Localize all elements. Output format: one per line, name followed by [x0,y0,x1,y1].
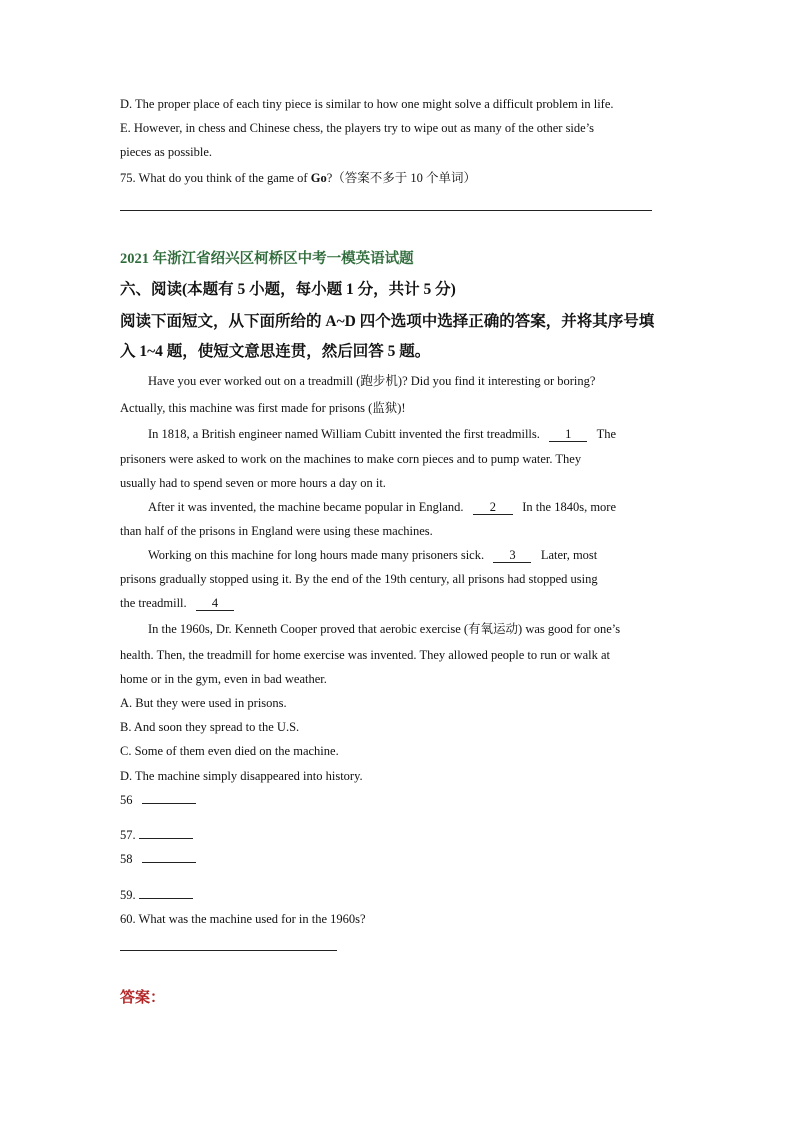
p2-text: In 1818, a British engineer named William Cubitt invented the first treadmills. [148,427,540,441]
p4-end: Later, most [540,548,598,562]
p4-text: Working on this machine for long hours made many prisoners sick. [148,548,485,562]
question-58 [120,851,196,867]
option-e-prev: E. However, in chess and Chinese chess, the players try to wipe out as many of the other side’s [120,121,595,135]
question-57 [120,827,193,843]
answer-line-60[interactable] [120,950,337,951]
blank-1[interactable]: 1 [549,428,587,442]
option-c: C. Some of them even died on the machine. [120,744,339,758]
passage-p2-line2: prisoners were asked to work on the machines to make corn pieces and to pump water. They [120,452,582,466]
passage-p5-line2: health. Then, the treadmill for home exercise was invented. They allowed people to run or walk at [120,648,611,662]
section-instruction-2: 入 1~4 题，使短文意思连贯，然后回答 5 题。 [120,343,431,360]
answer-blank-56[interactable] [142,803,196,804]
option-e-prev-cont: pieces as possible. [120,145,212,159]
answer-blank-58[interactable] [142,862,196,863]
question-59 [120,887,193,903]
answer-label: 答案： [120,990,166,1006]
q56-number: 56 [120,793,133,807]
option-d-prev: D. The proper place of each tiny piece is similar to how one might solve a difficult problem in life. [120,97,614,111]
passage-p4-line2: prisons gradually stopped using it. By the end of the 19th century, all prisons had stopped using [120,572,598,586]
q57-number: 57. [120,828,136,842]
section-heading: 六、阅读(本题有 5 小题，每小题 1 分，共计 5 分) [120,281,456,298]
answer-blank-57[interactable] [139,838,193,839]
passage-p4-line1 [148,547,597,563]
option-b: B. And soon they spread to the U.S. [120,720,300,734]
q58-number: 58 [120,852,133,866]
q59-number: 59. [120,888,136,902]
q75-prefix: 75. What do you think of the game of [120,171,311,185]
option-d: D. The machine simply disappeared into history. [120,769,363,783]
passage-p1-line1: Have you ever worked out on a treadmill (跑步机)? Did you find it interesting or boring? [148,374,596,388]
answer-line-75[interactable] [120,210,652,211]
exam-title: 2021 年浙江省绍兴区柯桥区中考一模英语试题 [120,251,414,267]
passage-p2-line3: usually had to spend seven or more hours a day on it. [120,476,386,490]
p3-text: After it was invented, the machine became popular in England. [148,500,464,514]
blank-2[interactable]: 2 [473,501,513,515]
passage-p5-line1: In the 1960s, Dr. Kenneth Cooper proved that aerobic exercise (有氧运动) was good for one’s [148,622,621,636]
q75-go: Go [310,171,327,185]
passage-p3-line2: than half of the prisons in England were using these machines. [120,524,433,538]
answer-blank-59[interactable] [139,898,193,899]
blank-4[interactable]: 4 [196,597,234,611]
passage-p5-line3: home or in the gym, even in bad weather. [120,672,327,686]
question-75 [120,170,476,186]
question-56 [120,792,196,808]
q75-suffix: ?（答案不多于 10 个单词） [326,171,477,185]
passage-p1-line2: Actually, this machine was first made for prisons (监狱)! [120,401,406,415]
blank-3[interactable]: 3 [493,549,531,563]
p2-end: The [596,427,617,441]
passage-p3-line1 [148,499,616,515]
passage-p2-line1 [148,426,616,442]
passage-p4-line3 [120,595,234,611]
p4-l3-text: the treadmill. [120,596,187,610]
option-a: A. But they were used in prisons. [120,696,287,710]
p3-end: In the 1840s, more [522,500,616,514]
question-60: 60. What was the machine used for in the 1960s? [120,912,366,926]
section-instruction-1: 阅读下面短文，从下面所给的 A~D 四个选项中选择正确的答案，并将其序号填 [120,313,655,330]
